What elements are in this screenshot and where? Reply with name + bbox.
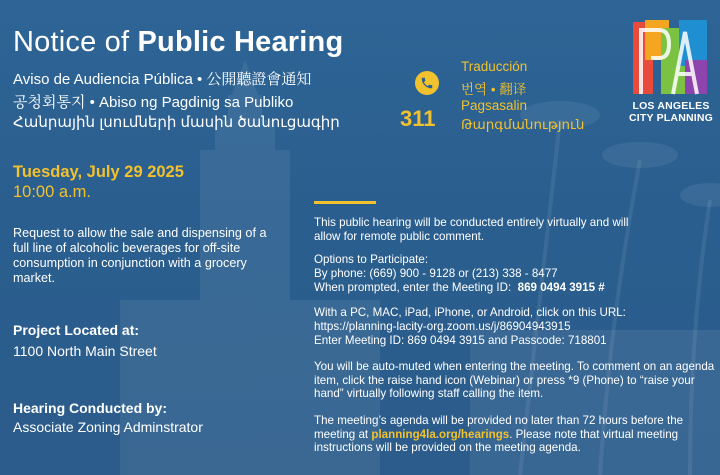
- meeting-id-passcode: Enter Meeting ID: 869 0494 3915 and Passcode: 718801: [314, 334, 607, 347]
- notice-title-translation: Aviso de Audiencia Pública • 公開聽證會通知: [13, 71, 312, 88]
- phone-numbers: By phone: (669) 900 - 9128 or (213) 338 - 8477: [314, 267, 558, 280]
- notice-title: Notice of Public Hearing: [13, 26, 344, 58]
- hearing-conducted-by: Associate Zoning Adminstrator: [13, 419, 203, 435]
- auto-mute-instructions: You will be auto-muted when entering the meeting. To comment on an agenda item, click the raise hand icon (Webinar) or press *9 (Phone) to “raise your hand” virtually following staff calling the item.: [314, 360, 715, 401]
- agenda-notice: The meeting’s agenda will be provided no later than 72 hours before the meeting at planning4la.org/hearings. Please note that virtual meeting instructions will be provided on the meeting agenda.: [314, 414, 684, 455]
- translation-label: Pagsasalin: [461, 98, 528, 113]
- hearings-link[interactable]: planning4la.org/hearings: [371, 427, 510, 441]
- zoom-url-link[interactable]: https://planning-lacity-org.zoom.us/j/86904943915: [314, 320, 571, 333]
- meeting-id: 869 0494 3915 #: [517, 281, 605, 294]
- translation-phone-number: 311: [400, 106, 436, 131]
- meeting-id-prompt: When prompted, enter the Meeting ID: 869 0494 3915 #: [314, 281, 605, 294]
- hearing-conducted-heading: Hearing Conducted by:: [13, 400, 168, 416]
- project-address: 1100 North Main Street: [13, 343, 157, 359]
- virtual-hearing-intro: This public hearing will be conducted entirely virtually and will allow for remote public comment.: [314, 216, 629, 243]
- notice-title-translation: 공청회통지 • Abiso ng Pagdinig sa Publiko: [13, 94, 294, 111]
- pc-instructions: With a PC, MAC, iPad, iPhone, or Android, click on this URL:: [314, 306, 626, 319]
- options-heading: Options to Participate:: [314, 253, 429, 266]
- translation-label: Թարգմանություն: [461, 117, 585, 132]
- hearing-date: Tuesday, July 29 2025: [13, 163, 184, 181]
- hearing-time: 10:00 a.m.: [13, 183, 91, 201]
- translation-label: 번역 • 翻译: [461, 82, 527, 97]
- phone-icon: [415, 71, 439, 95]
- logo-wordmark: LOS ANGELES CITY PLANNING: [628, 100, 714, 124]
- request-description: Request to allow the sale and dispensing of a full line of alcoholic beverages for off-site consumption in conjunction with a grocery market.: [13, 226, 267, 285]
- section-divider: [314, 201, 376, 204]
- la-city-planning-logo: [633, 20, 707, 96]
- project-location-heading: Project Located at:: [13, 322, 140, 338]
- notice-title-translation: Հանրային լսումների մասին ծանուցագիր: [13, 114, 340, 131]
- translation-label: Traducción: [461, 59, 528, 74]
